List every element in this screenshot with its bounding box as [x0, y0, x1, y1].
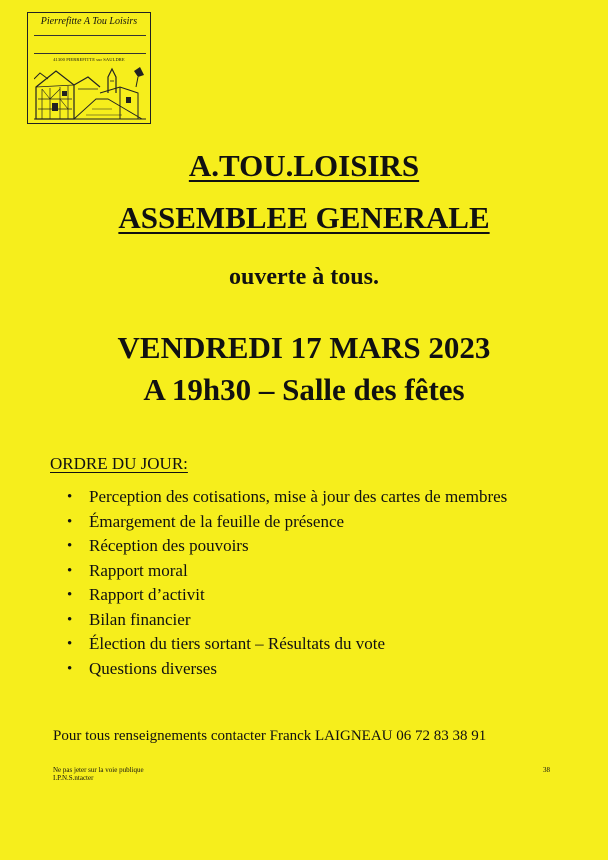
agenda-item: • Perception des cotisations, mise à jour des cartes de membres: [67, 485, 547, 510]
agenda-item: • Questions diverses: [67, 657, 547, 682]
logo-rule-top: [34, 35, 146, 36]
village-street-illustration: [34, 65, 146, 121]
bullet-icon: •: [67, 489, 73, 505]
page-number: 38: [543, 766, 550, 774]
bullet-icon: •: [67, 636, 73, 652]
logo-rule-bottom: [34, 53, 146, 54]
bullet-icon: •: [67, 587, 73, 603]
agenda-item: • Émargement de la feuille de présence: [67, 510, 547, 535]
logo-subtitle: 41300 PIERREFITTE sur SAULDRE: [53, 57, 125, 62]
agenda-list: [67, 485, 547, 681]
bullet-icon: •: [67, 611, 73, 628]
agenda-item: • Élection du tiers sortant – Résultats du vote: [67, 632, 547, 657]
association-logo: [27, 12, 151, 124]
agenda-item: • Rapport d’activit: [67, 583, 547, 608]
agenda-item: • Rapport moral: [67, 559, 547, 584]
contact-line: Pour tous renseignements contacter Franck LAIGNEAU 06 72 83 38 91: [53, 728, 487, 744]
footer-disposal-notice: Ne pas jeter sur la voie publique: [53, 766, 144, 774]
organisation-heading: A.TOU.LOISIRS: [188, 148, 420, 183]
event-time-place: A 19h30 – Salle des fêtes: [143, 372, 465, 407]
agenda-item: • Réception des pouvoirs: [67, 534, 547, 559]
agenda-item: • Bilan financier: [67, 608, 547, 633]
footer-ipns: I.P.N.S.ntacter: [53, 774, 94, 782]
event-date: VENDREDI 17 MARS 2023: [117, 330, 491, 365]
logo-title: Pierrefitte A Tou Loisirs: [40, 16, 138, 27]
event-heading: ASSEMBLEE GENERALE: [118, 200, 490, 235]
bullet-icon: •: [67, 562, 73, 579]
bullet-icon: •: [67, 660, 73, 677]
open-to-all-text: ouverte à tous.: [229, 264, 379, 290]
bullet-icon: •: [67, 513, 73, 530]
agenda-title: ORDRE DU JOUR:: [50, 454, 188, 473]
bullet-icon: •: [67, 538, 73, 554]
